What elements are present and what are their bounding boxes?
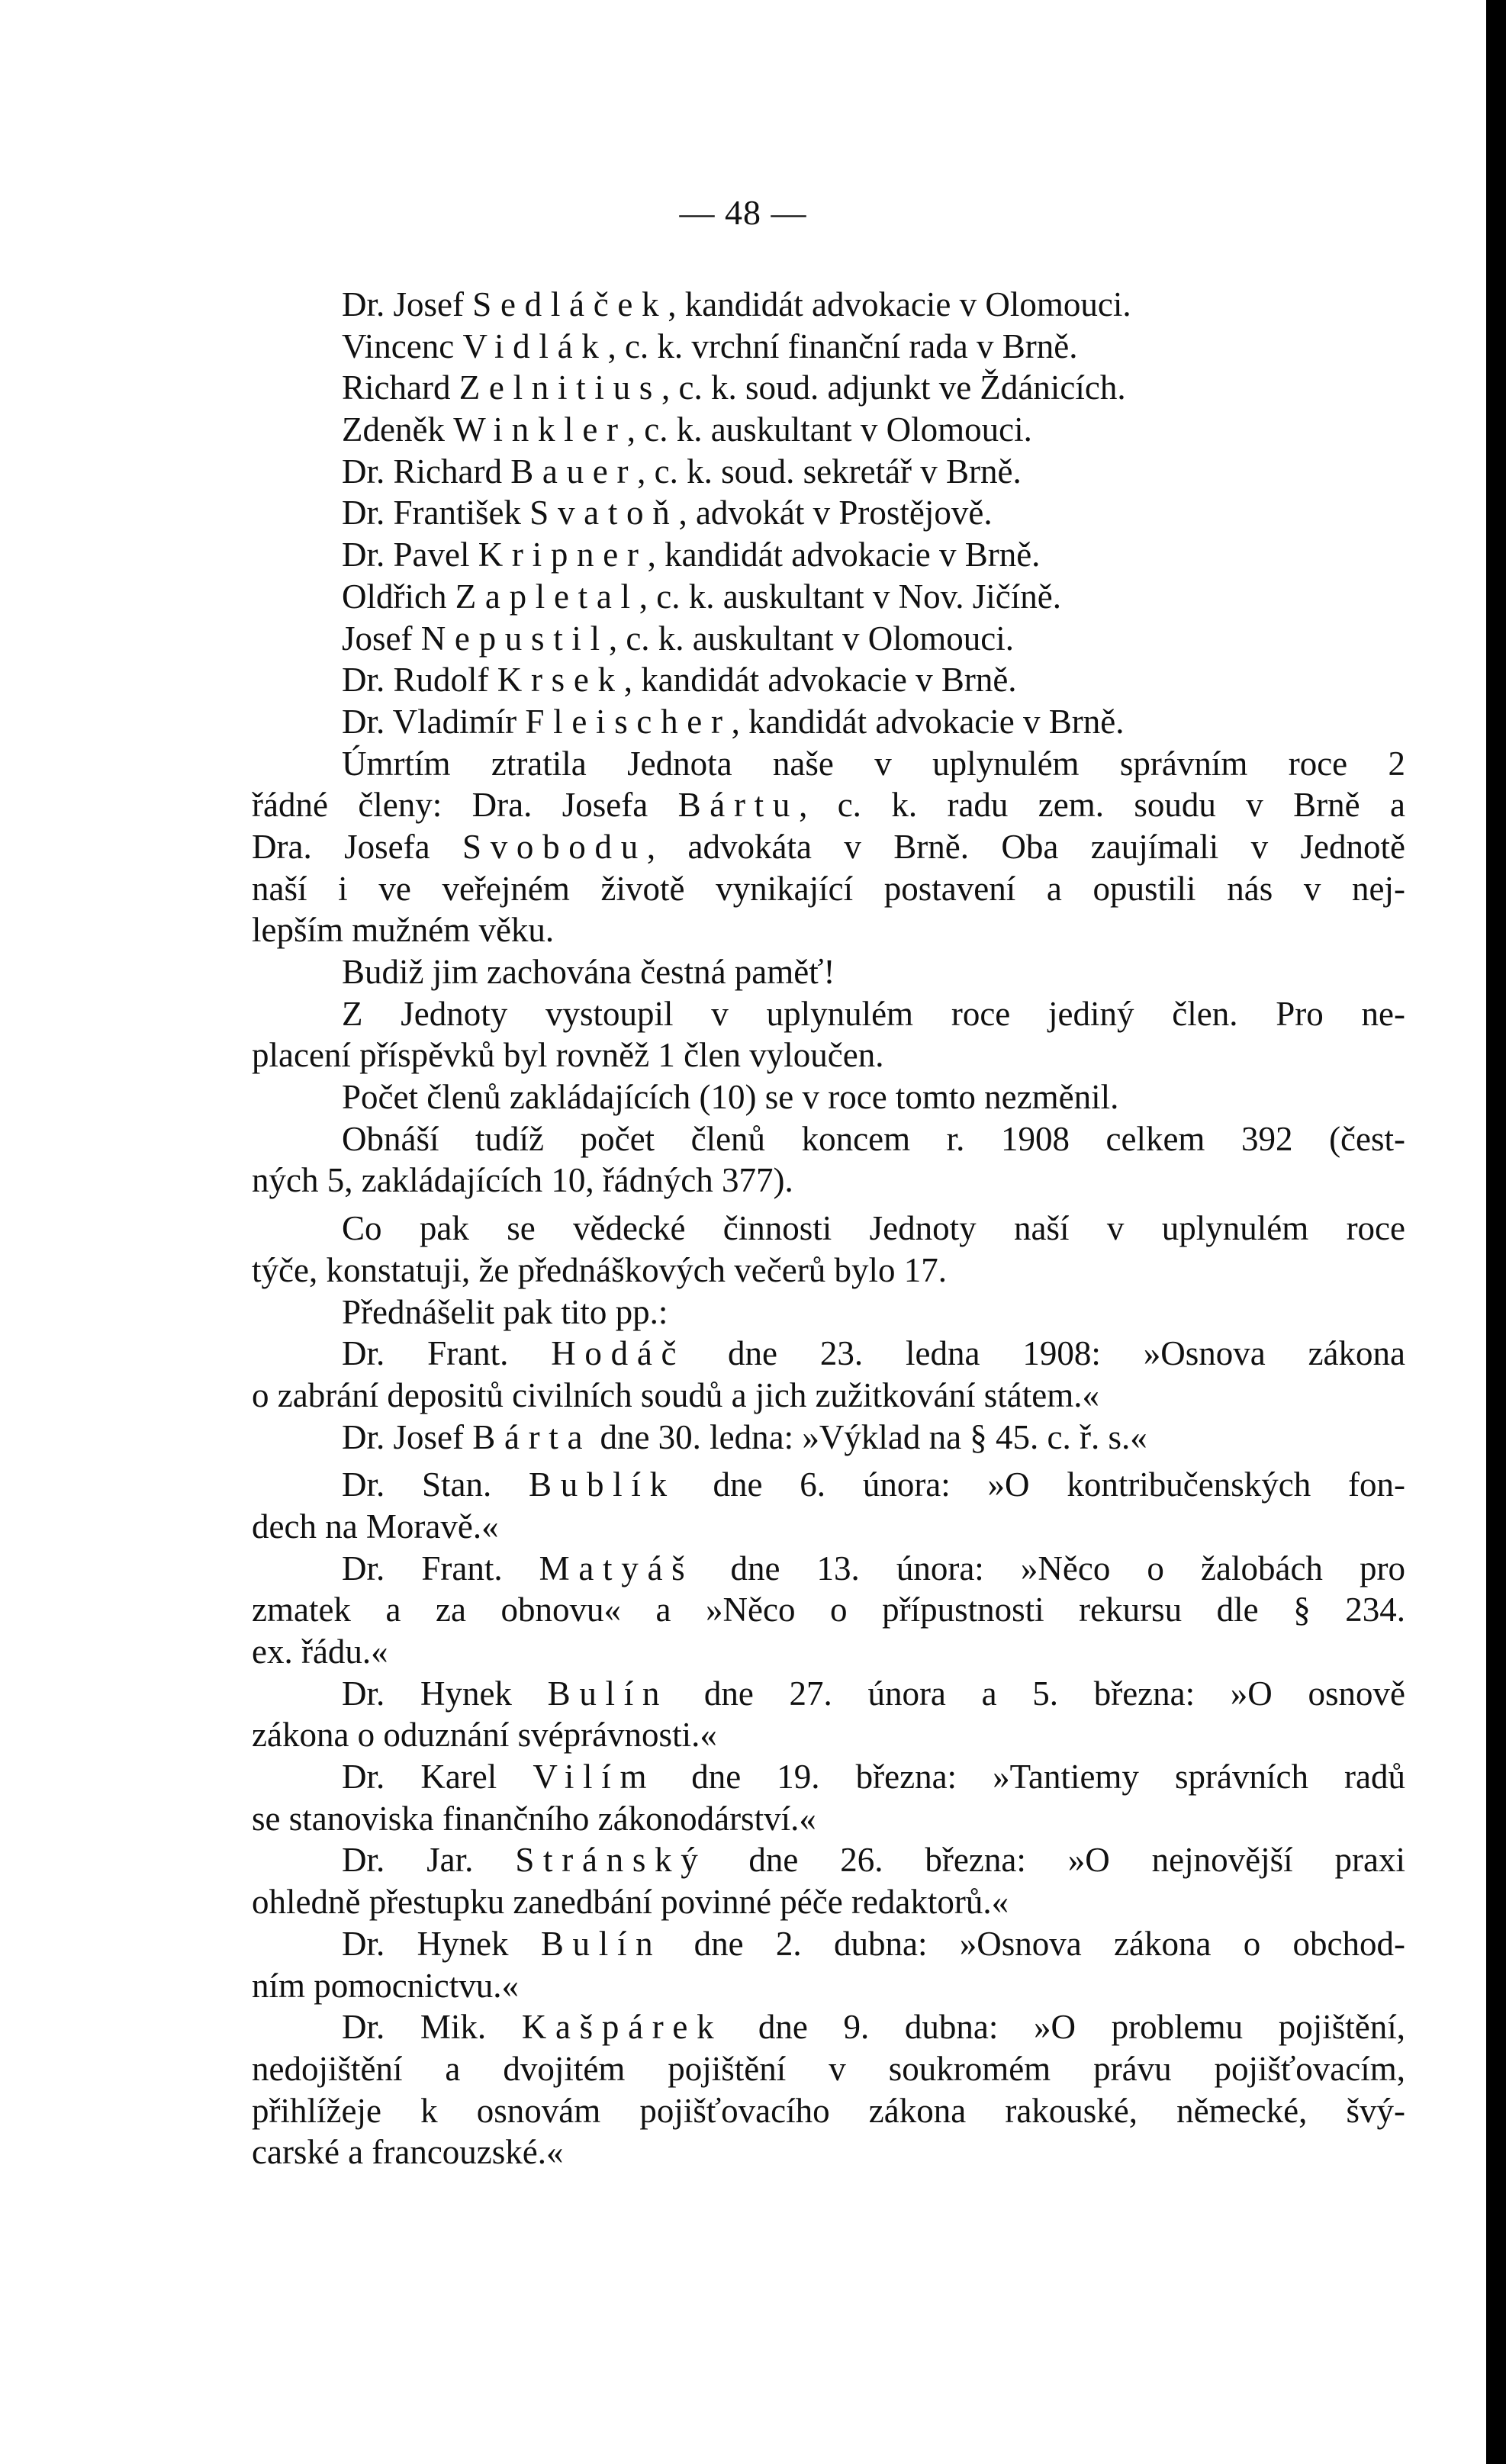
text-line: Dr. Stan. Bublík dne 6. února: »O kontribučenských fon- — [342, 1465, 1405, 1504]
member-line: Dr. Rudolf Krsek, kandidát advokacie v Brně. — [342, 661, 1017, 700]
member-line: Josef Nepustil, c. k. auskultant v Olomouci. — [342, 619, 1014, 658]
text-line: naší i ve veřejném životě vynikající postavení a opustili nás v nej- — [252, 869, 1405, 908]
text-line: Dra. Josefa Svobodu, advokáta v Brně. Oba zaujímali v Jednotě — [252, 827, 1405, 866]
text-line: ním pomocnictvu.« — [252, 1966, 519, 2005]
text-line: Dr. Frant. Hodáč dne 23. ledna 1908: »Osnova zákona — [342, 1334, 1405, 1373]
lecture-entry — [252, 1333, 1405, 1416]
text-line: Dr. Mik. Kašpárek dne 9. dubna: »O problemu pojištění, — [342, 2008, 1405, 2047]
text-line: Dr. Josef Bárta dne 30. ledna: »Výklad na § 45. c. ř. s.« — [342, 1417, 1147, 1456]
text-line: o zabrání depositů civilních soudů a jich zužitkování státem.« — [252, 1375, 1099, 1414]
text-line: Dr. Hynek Bulín dne 2. dubna: »Osnova zákona o obchod- — [342, 1924, 1405, 1963]
text-line: zákona o oduznání svéprávnosti.« — [252, 1716, 717, 1755]
text-line: se stanoviska finančního zákonodárství.« — [252, 1799, 816, 1838]
member-line: Zdeněk Winkler, c. k. auskultant v Olomouci. — [342, 410, 1032, 449]
member-line: Dr. Josef Sedláček, kandidát advokacie v Olomouci. — [342, 285, 1131, 323]
text-line: placení příspěvků byl rovněž 1 člen vyloučen. — [252, 1036, 884, 1075]
text-line: Obnáší tudíž počet členů koncem r. 1908 celkem 392 (čest- — [342, 1119, 1405, 1158]
text-line: carské a francouzské.« — [252, 2133, 564, 2172]
member-line: Vincenc Vidlák, c. k. vrchní finanční rada v Brně. — [342, 326, 1078, 365]
text-line: Budiž jim zachována čestná paměť! — [342, 953, 835, 991]
lecture-entry — [252, 1756, 1405, 1839]
text-line: Úmrtím ztratila Jednota naše v uplynulém správním roce 2 — [342, 744, 1405, 783]
lecture-entry — [252, 1464, 1405, 1547]
text-line: Počet členů zakládajících (10) se v roce tomto nezměnil. — [342, 1078, 1119, 1117]
science-paragraph — [252, 1208, 1405, 1333]
lecture-entry — [252, 1923, 1405, 2006]
text-line: přihlížeje k osnovám pojišťovacího zákona rakouské, německé, švý- — [252, 2091, 1405, 2130]
text-line: Co pak se vědecké činnosti Jednoty naší v uplynulém roce — [342, 1209, 1405, 1248]
lecture-entry — [252, 1548, 1405, 1673]
member-line: Richard Zelnitius, c. k. soud. adjunkt ve Ždánicích. — [342, 368, 1126, 407]
text-line: Dr. Hynek Bulín dne 27. února a 5. března: »O osnově — [342, 1674, 1405, 1713]
text-line: řádné členy: Dra. Josefa Bártu, c. k. radu zem. soudu v Brně a — [252, 786, 1406, 825]
text-line: týče, konstatuji, že přednáškových večerů bylo 17. — [252, 1250, 947, 1289]
text-line: dech na Moravě.« — [252, 1507, 499, 1546]
page-number: — 48 — — [679, 193, 807, 232]
member-line: Dr. Pavel Kripner, kandidát advokacie v Brně. — [342, 536, 1041, 574]
text-line: ex. řádu.« — [252, 1632, 388, 1671]
text-line: Dr. Frant. Matyáš dne 13. února: »Něco o žalobách pro — [342, 1549, 1405, 1587]
text-line: zmatek a za obnovu« a »Něco o přípustnosti rekursu dle § 234. — [252, 1591, 1405, 1629]
member-line: Oldřich Zapletal, c. k. auskultant v Nov. Jičíně. — [342, 577, 1061, 616]
membership-paragraph — [252, 993, 1405, 1201]
text-line: nedojištění a dvojitém pojištění v soukromém právu pojišťovacím, — [252, 2049, 1405, 2088]
text-line: Z Jednoty vystoupil v uplynulém roce jediný člen. Pro ne- — [342, 994, 1405, 1033]
lecture-entry — [252, 1673, 1405, 1756]
text-line: Dr. Karel Vilím dne 19. března: »Tantiemy správních radů — [342, 1758, 1405, 1797]
member-line: Dr. František Svatoň, advokát v Prostějově. — [342, 494, 993, 532]
text-line: ných 5, zakládajících 10, řádných 377). — [252, 1161, 793, 1200]
member-list — [252, 284, 1405, 743]
deaths-paragraph — [252, 743, 1405, 993]
lecture-list — [252, 1333, 1405, 2173]
text-line: ohledně přestupku zanedbání povinné péče redaktorů.« — [252, 1883, 1009, 1922]
text-line: Dr. Jar. Stránský dne 26. března: »O nejnovější praxi — [342, 1841, 1405, 1880]
member-line: Dr. Vladimír Fleischer, kandidát advokacie v Brně. — [342, 702, 1125, 741]
lecture-entry — [252, 2006, 1405, 2173]
lecture-entry — [252, 1417, 1405, 1459]
lecture-entry — [252, 1839, 1405, 1922]
text-line: Přednášelit pak tito pp.: — [342, 1292, 668, 1331]
text-line: lepším mužném věku. — [252, 911, 555, 950]
member-line: Dr. Richard Bauer, c. k. soud. sekretář v Brně. — [342, 452, 1022, 491]
page-text — [252, 284, 1405, 2173]
